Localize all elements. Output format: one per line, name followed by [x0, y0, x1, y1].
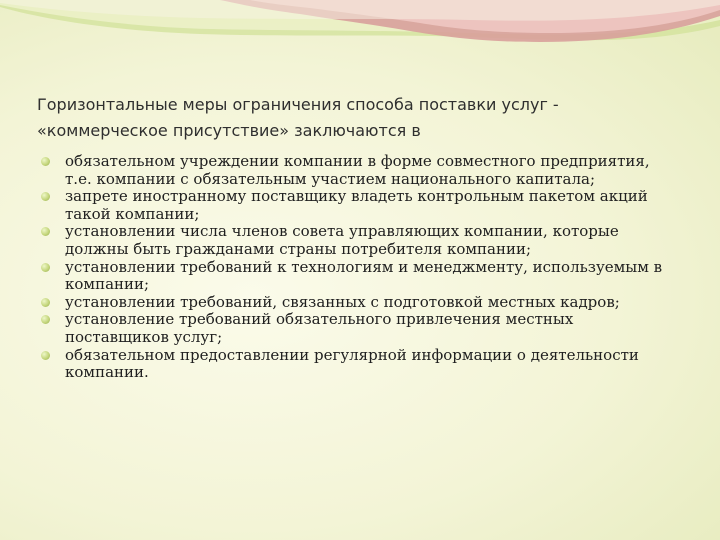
bullet-list — [40, 153, 680, 382]
list-item — [40, 347, 680, 382]
list-item-text: обязательном предоставлении регулярной информации о деятельности компании. — [65, 345, 639, 382]
list-item — [40, 259, 680, 294]
list-item-text: установление требований обязательного привлечения местных поставщиков услуг; — [65, 310, 574, 346]
bullet-icon — [41, 192, 50, 201]
bullet-icon — [41, 227, 50, 236]
bullet-icon — [41, 263, 50, 272]
bullet-icon — [41, 298, 50, 307]
list-item — [40, 223, 680, 258]
bullet-icon — [41, 157, 50, 166]
list-item-text: установлении требований, связанных с подготовкой местных кадров; — [65, 292, 620, 311]
list-item — [40, 153, 680, 188]
list-item-text: установлении числа членов совета управляющих компании, которые должны быть гражданами страны потребителя компании; — [65, 222, 619, 258]
bullet-icon — [41, 351, 50, 360]
list-item — [40, 294, 680, 312]
list-item-text: установлении требований к технологиям и менеджменту, используемым в компании; — [65, 257, 663, 294]
slide-title: Горизонтальные меры ограничения способа поставки услуг - «коммерческое присутствие» заключаются в — [37, 95, 559, 140]
bullet-icon — [41, 315, 50, 324]
header-wave-decoration — [0, 0, 720, 90]
list-item — [40, 311, 680, 346]
list-item-text: обязательном учреждении компании в форме совместного предприятия, т.е. компании с обязательным участием национального капитала; — [65, 152, 650, 188]
list-item-text: запрете иностранному поставщику владеть контрольным пакетом акций такой компании; — [65, 187, 648, 223]
list-item — [40, 188, 680, 223]
